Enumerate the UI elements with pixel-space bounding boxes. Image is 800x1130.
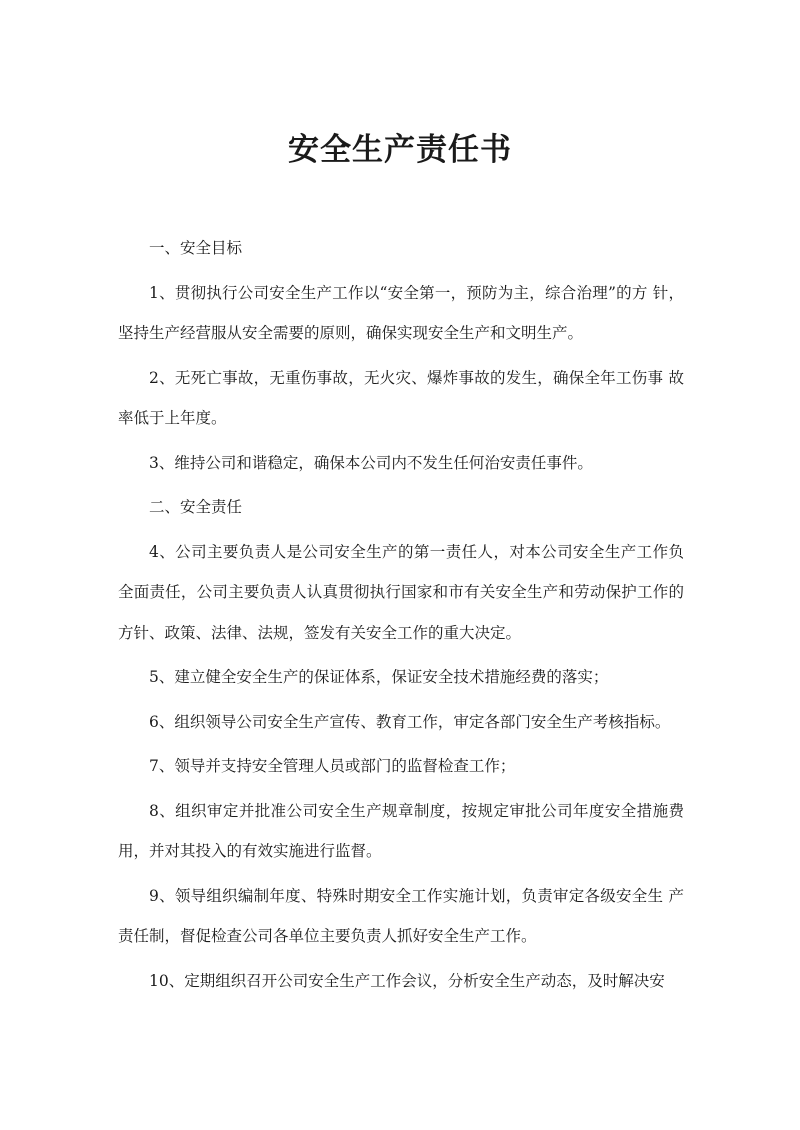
section-heading-safety-responsibility: 二、安全责任 bbox=[149, 498, 243, 516]
paragraph-item-9: 9、领导组织编制年度、特殊时期安全工作实施计划，负责审定各级安全生 产责任制，督促检查公司各单位主要负责人抓好安全生产工作。 bbox=[118, 886, 684, 945]
paragraph-item-10: 10、定期组织召开公司安全生产工作会议，分析安全生产动态，及时解决安 bbox=[149, 971, 665, 990]
paragraph-item-5: 5、建立健全安全生产的保证体系，保证安全技术措施经费的落实； bbox=[149, 668, 609, 686]
paragraph-item-7: 7、领导并支持安全管理人员或部门的监督检查工作； bbox=[149, 757, 516, 775]
section-heading-safety-goals: 一、安全目标 bbox=[149, 239, 243, 257]
document-body bbox=[118, 228, 684, 1005]
paragraph-item-8: 8、组织审定并批准公司安全生产规章制度，按规定审批公司年度安全措施费用，并对其投入的有效实施进行监督。 bbox=[118, 801, 684, 860]
paragraph-item-4: 4、公司主要负责人是公司安全生产的第一责任人，对本公司安全生产工作负全面责任，公司主要负责人认真贯彻执行国家和市有关安全生产和劳动保护工作的方针、政策、法律、法规，签发有关安全工作的重大决定。 bbox=[118, 542, 684, 642]
paragraph-item-2: 2、无死亡事故，无重伤事故，无火灾、爆炸事故的发生，确保全年工伤事 故率低于上年度。 bbox=[118, 368, 684, 427]
document-title: 安全生产责任书 bbox=[288, 132, 512, 168]
paragraph-item-1: 1、贯彻执行公司安全生产工作以“安全第一，预防为主，综合治理”的方 针，坚持生产经营服从安全需要的原则，确保实现安全生产和文明生产。 bbox=[118, 283, 684, 342]
paragraph-item-3: 3、维持公司和谐稳定，确保本公司内不发生任何治安责任事件。 bbox=[149, 453, 593, 472]
paragraph-item-6: 6、组织领导公司安全生产宣传、教育工作，审定各部门安全生产考核指标。 bbox=[149, 712, 671, 731]
